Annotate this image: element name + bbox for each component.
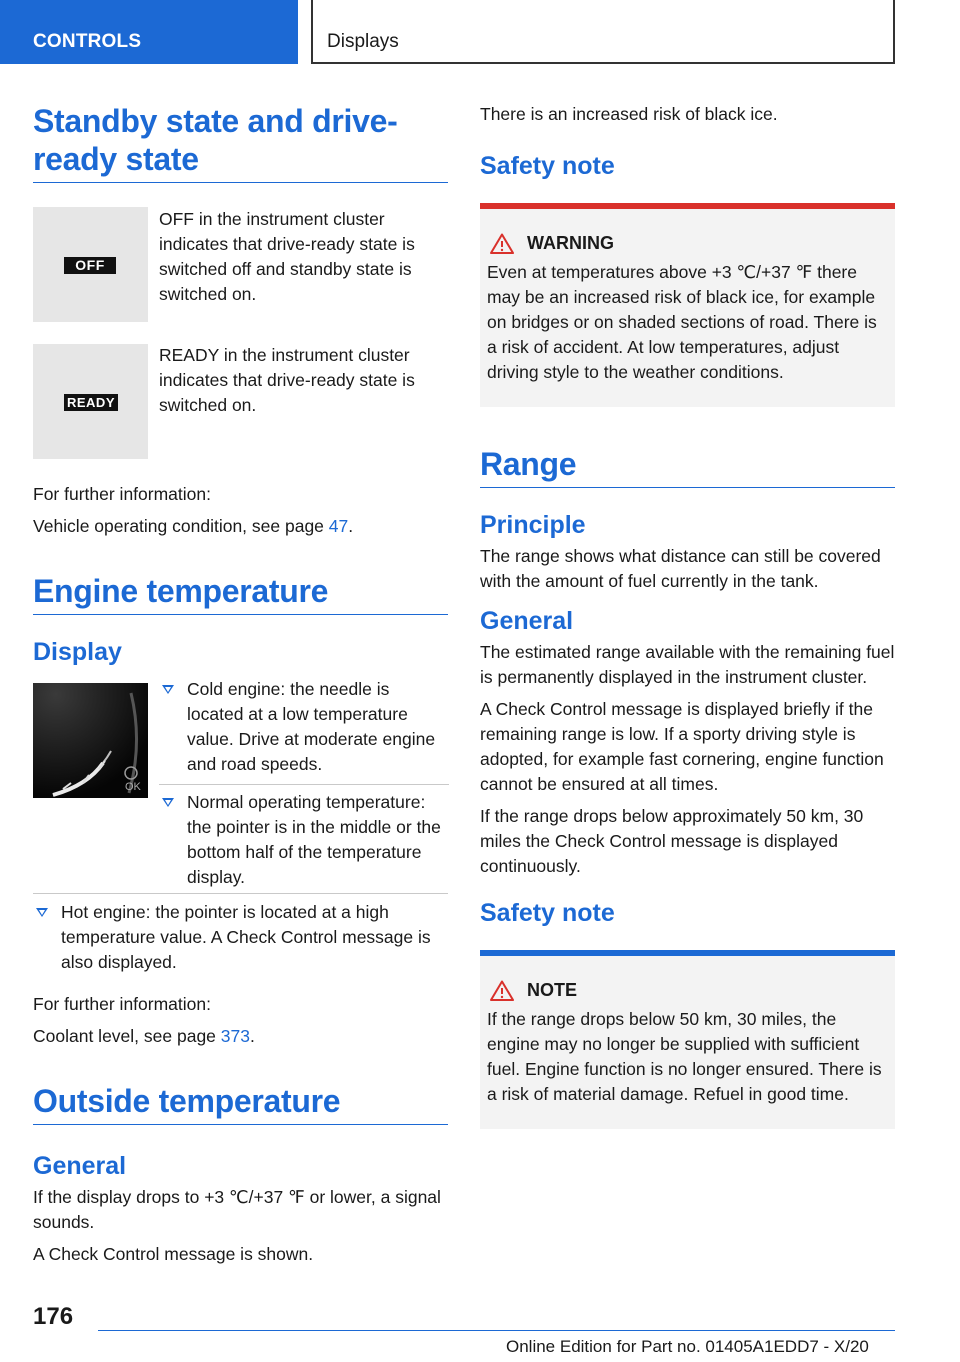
ready-description: READY in the instrument cluster indicates that drive-ready state is switched on. (159, 345, 415, 415)
page-number: 176 (33, 1303, 74, 1330)
engine-temp-display (33, 677, 448, 907)
warning-label: WARNING (527, 233, 614, 253)
range-general-p1: The estimated range available with the remaining fuel is permanently displayed in the instrument cluster. (480, 642, 895, 687)
outside-general-subheading: General (33, 1152, 127, 1180)
off-description: OFF in the instrument cluster indicates that drive-ready state is switched off and standby state is switched on. (159, 209, 415, 304)
chapter-label: Displays (327, 31, 399, 52)
outside-safety-subheading: Safety note (480, 152, 615, 180)
engine-temp-reference: Coolant level, see page 373. (33, 1026, 255, 1046)
range-general-subheading: General (480, 607, 574, 635)
temperature-gauge-image (33, 683, 148, 798)
bullet-divider (159, 784, 449, 785)
chapter-tab (311, 0, 895, 64)
footer-edition: Online Edition for Part no. 01405A1EDD7 - X/20 (506, 1337, 869, 1356)
warning-triangle-icon (490, 233, 514, 254)
range-general-p3: If the range drops below approximately 50 km, 30 miles the Check Control message is displayed continuously. (480, 806, 864, 876)
ready-badge: READY (64, 394, 118, 411)
range-safety-subheading: Safety note (480, 899, 615, 927)
off-indicator-image (33, 207, 148, 322)
bullet-hot-engine: Hot engine: the pointer is located at a high temperature value. A Check Control message is also displayed. (33, 900, 448, 975)
warning-text: Even at temperatures above +3 ℃/+37 ℉ there may be an increased risk of black ice, for example on bridges or on shaded sections of road. There is a risk of accident. At low temperatures, adjust driving style to the weather conditions. (487, 262, 877, 382)
warning-box (480, 203, 895, 407)
standby-heading: Standby state and drive-ready state (33, 102, 448, 183)
left-column (33, 102, 448, 1267)
bullet-triangle-icon (36, 908, 48, 917)
engine-temp-heading: Engine temperature (33, 572, 448, 615)
note-label: NOTE (527, 980, 578, 1000)
caution-triangle-icon (490, 980, 514, 1001)
page-47-link[interactable]: 47 (328, 516, 349, 536)
note-text: If the range drops below 50 km, 30 miles, the engine may no longer be supplied with sufficient fuel. Engine function is no longer ensured. There is a risk of material damage. Refuel in good time. (487, 1009, 882, 1104)
principle-subheading: Principle (480, 511, 586, 539)
ready-indicator-image (33, 344, 148, 459)
bullet-triangle-icon (162, 798, 174, 807)
page-373-link[interactable]: 373 (220, 1026, 250, 1046)
right-column (480, 102, 895, 1129)
note-box (480, 950, 895, 1129)
off-badge: OFF (64, 257, 116, 274)
standby-further: For further information: (33, 484, 211, 504)
range-general-p2: A Check Control message is displayed briefly if the remaining range is low. If a sporty driving style is adopted, for example fast cornering, engine function cannot be ensured at all times. (480, 699, 884, 794)
outside-temp-p2: A Check Control message is shown. (33, 1244, 314, 1264)
range-heading: Range (480, 445, 895, 488)
bullet-cold-engine: Cold engine: the needle is located at a low temperature value. Drive at moderate engine and road speeds. (159, 677, 449, 777)
bullet-normal-temp: Normal operating temperature: the pointer is in the middle or the bottom half of the temperature display. (159, 790, 449, 890)
standby-indicators (33, 207, 448, 482)
section-tab (0, 0, 298, 64)
bullet-triangle-icon (162, 685, 174, 694)
note-title (487, 979, 887, 1001)
outside-temp-p1: If the display drops to +3 ℃/+37 ℉ or lower, a signal sounds. (33, 1187, 441, 1232)
outside-temp-heading: Outside temperature (33, 1082, 448, 1125)
principle-text: The range shows what distance can still be covered with the amount of fuel currently in the tank. (480, 546, 881, 591)
outside-temp-p3: There is an increased risk of black ice. (480, 104, 778, 124)
engine-temp-further: For further information: (33, 994, 211, 1014)
warning-title (487, 232, 887, 254)
engine-temp-bullets-right (159, 677, 449, 890)
display-subheading: Display (33, 638, 122, 666)
section-label: CONTROLS (33, 31, 142, 52)
gauge-ok-label: OK (125, 781, 141, 793)
standby-reference: Vehicle operating condition, see page 47. (33, 516, 354, 536)
footer-rule (98, 1330, 895, 1331)
